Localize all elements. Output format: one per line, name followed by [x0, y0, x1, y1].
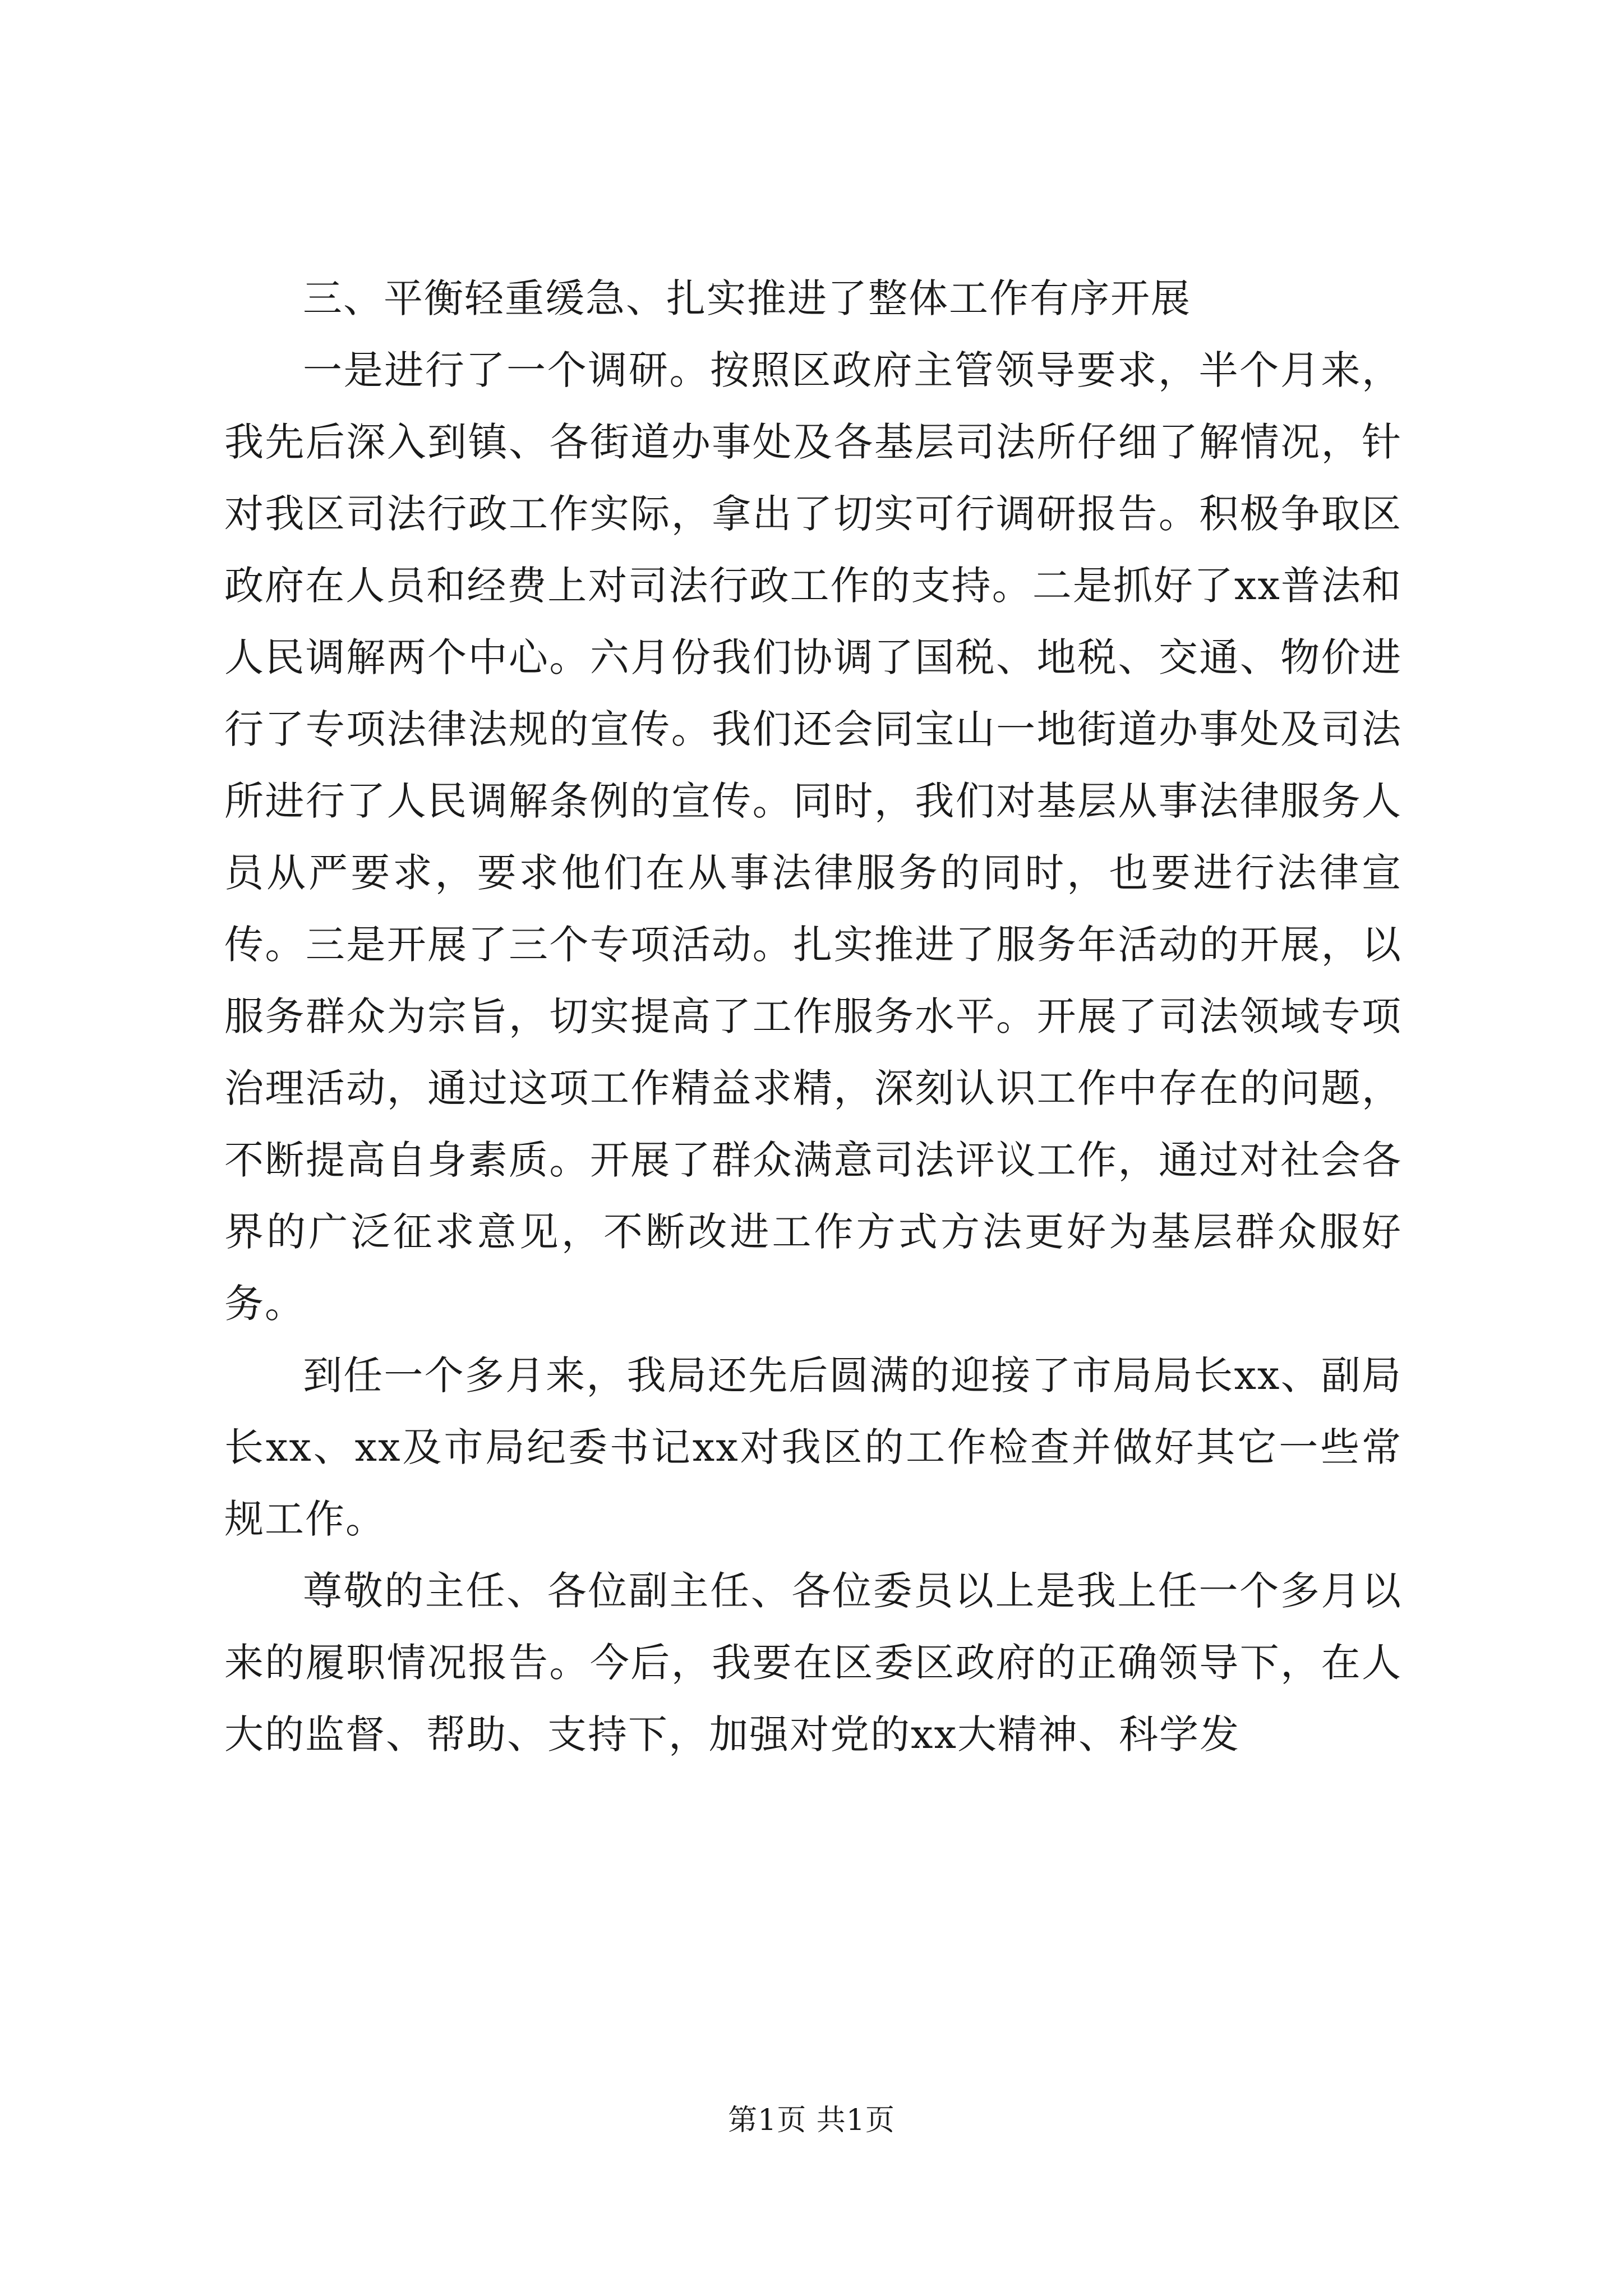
paragraph-2: 到任一个多月来，我局还先后圆满的迎接了市局局长xx、副局长xx、xx及市局纪委书记xx对我区的工作检查并做好其它一些常规工作。	[224, 1352, 1402, 1542]
paragraph-3: 尊敬的主任、各位副主任、各位委员以上是我上任一个多月以来的履职情况报告。今后，我要在区委区政府的正确领导下，在人大的监督、帮助、支持下，加强对党的xx大精神、科学发	[224, 1568, 1402, 1757]
section-heading: 三、平衡轻重缓急、扎实推进了整体工作有序开展	[303, 275, 1191, 321]
document-body	[224, 263, 1402, 1770]
page-footer: 第1页 共1页	[728, 2104, 895, 2137]
paragraph-1: 一是进行了一个调研。按照区政府主管领导要求，半个月来，我先后深入到镇、各街道办事处及各基层司法所仔细了解情况，针对我区司法行政工作实际，拿出了切实可行调研报告。积极争取区政府在人员和经费上对司法行政工作的支持。二是抓好了xx普法和人民调解两个中心。六月份我们协调了国税、地税、交通、物价进行了专项法律法规的宣传。我们还会同宝山一地街道办事处及司法所进行了人民调解条例的宣传。同时，我们对基层从事法律服务人员从严要求，要求他们在从事法律服务的同时，也要进行法律宣传。三是开展了三个专项活动。扎实推进了服务年活动的开展，以服务群众为宗旨，切实提高了工作服务水平。开展了司法领域专项治理活动，通过这项工作精益求精，深刻认识工作中存在的问题，不断提高自身素质。开展了群众满意司法评议工作，通过对社会各界的广泛征求意见，不断改进工作方式方法更好为基层群众服好务。	[224, 347, 1402, 1327]
